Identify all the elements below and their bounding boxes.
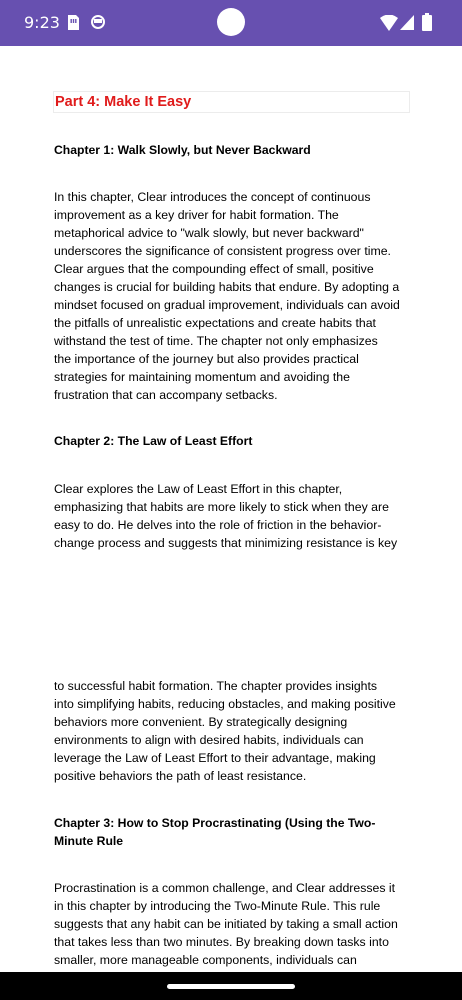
battery-icon [422, 13, 432, 31]
sim-card-icon [68, 15, 79, 30]
document-view[interactable] [0, 46, 462, 972]
part-heading: Part 4: Make It Easy [53, 91, 410, 113]
chapter-title: Chapter 3: How to Stop Procrastinating (Using the Two- Minute Rule [54, 816, 376, 848]
cell-signal-icon [400, 15, 414, 30]
chapter-title: Chapter 2: The Law of Least Effort [54, 434, 253, 448]
camera-cutout [217, 8, 245, 36]
sync-icon [90, 14, 106, 30]
status-time: 9:23 [24, 13, 60, 32]
chapter-paragraph: to successful habit formation. The chapter provides insights into simplifying habits, reducing obstacles, and making positive behaviors more convenient. By strategically designing environments to align with desired habits, individuals can leverage the Law of Least Effort to their advantage, making positive behaviors the path of least resistance. [54, 679, 396, 783]
home-indicator[interactable] [167, 984, 295, 989]
chapter-paragraph: Procrastination is a common challenge, and Clear addresses it in this chapter by introducing the Two-Minute Rule. This rule suggests that any habit can be initiated by taking a small action that takes less than two minutes. By breaking down tasks into smaller, more manageable components, individuals can [54, 881, 398, 967]
chapter-title: Chapter 1: Walk Slowly, but Never Backward [54, 143, 311, 157]
chapter-paragraph: Clear explores the Law of Least Effort in this chapter, emphasizing that habits are more likely to stick when they are easy to do. He delves into the role of friction in the behavior- change process and suggests that minimizing resistance is key [54, 482, 398, 550]
navigation-bar [0, 972, 462, 1000]
chapter-paragraph: In this chapter, Clear introduces the concept of continuous improvement as a key driver for habit formation. The metaphorical advice to "walk slowly, but never backward" underscores the significance of consistent progress over time. Clear argues that the compounding effect of small, positive changes is crucial for building habits that endure. By adopting a mindset focused on gradual improvement, individuals can avoid the pitfalls of unrealistic expectations and create habits that withstand the test of time. The chapter not only emphasizes the importance of the journey but also provides practical strategies for maintaining momentum and avoiding the frustration that can accompany setbacks. [54, 190, 400, 402]
wifi-icon [380, 15, 398, 31]
status-bar [0, 0, 462, 46]
